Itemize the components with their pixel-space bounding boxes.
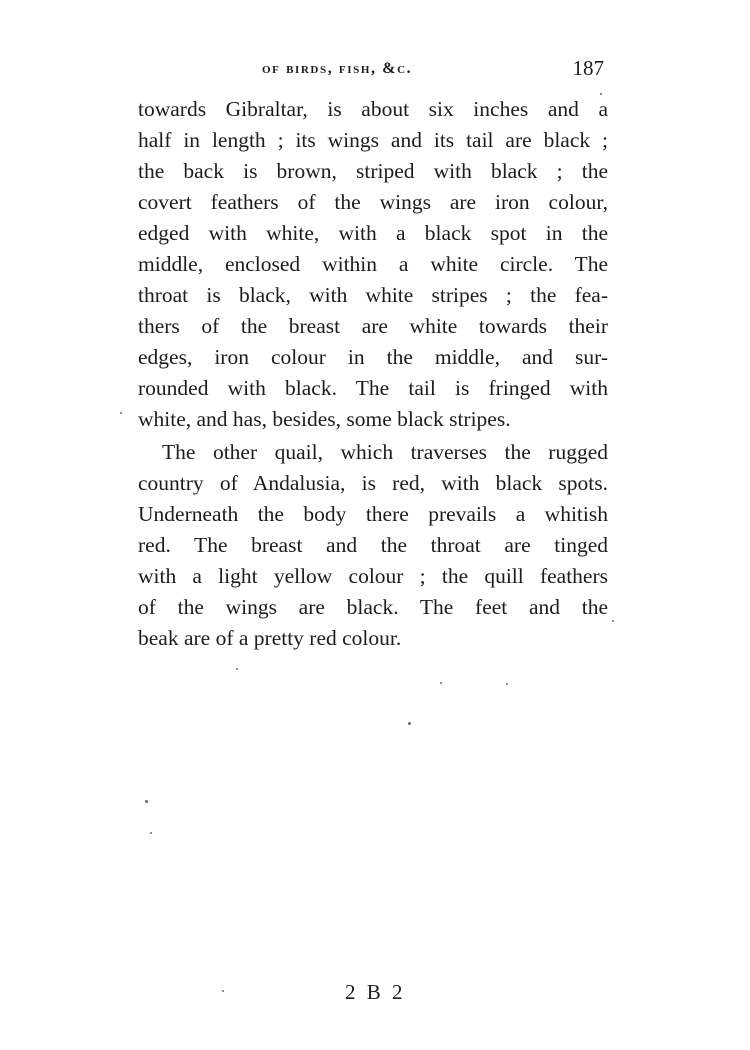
paper-speck — [440, 682, 442, 684]
text-line: white, and has, besides, some black stripes. — [138, 407, 511, 431]
paper-speck — [612, 620, 614, 622]
text-line: red. The breast and the throat are tinged — [138, 533, 608, 557]
signature-mark: 2 B 2 — [345, 980, 406, 1004]
text-line: towards Gibraltar, is about six inches and a — [138, 97, 608, 121]
text-line: covert feathers of the wings are iron colour, — [138, 190, 608, 214]
text-line: rounded with black. The tail is fringed with — [138, 376, 608, 400]
paper-speck — [408, 722, 411, 725]
paper-speck — [600, 93, 602, 95]
text-line: the back is brown, striped with black ; the — [138, 159, 608, 183]
paper-speck — [145, 800, 148, 803]
text-line: Underneath the body there prevails a whitish — [138, 502, 608, 526]
paper-speck — [222, 990, 224, 992]
text-line: country of Andalusia, is red, with black spots. — [138, 471, 608, 495]
text-line: edges, iron colour in the middle, and sur- — [138, 345, 608, 369]
text-line: edged with white, with a black spot in the — [138, 221, 608, 245]
paper-speck — [150, 832, 152, 834]
text-line: half in length ; its wings and its tail are black ; — [138, 128, 608, 152]
text-line: throat is black, with white stripes ; the fea- — [138, 283, 608, 307]
running-head — [138, 58, 608, 84]
running-title: of birds, fish, &c. — [262, 60, 413, 77]
paragraph-1 — [138, 94, 608, 435]
text-line: middle, enclosed within a white circle. The — [138, 252, 608, 276]
page-number: 187 — [572, 56, 604, 80]
text-line: thers of the breast are white towards their — [138, 314, 608, 338]
text-line: of the wings are black. The feet and the — [138, 595, 608, 619]
paragraph-2 — [138, 437, 608, 654]
text-line: The other quail, which traverses the rugged — [162, 440, 608, 464]
body-text — [138, 94, 608, 654]
paper-speck — [506, 683, 508, 685]
paper-speck — [120, 412, 122, 414]
text-line: beak are of a pretty red colour. — [138, 626, 402, 650]
paper-speck — [236, 668, 238, 670]
text-line: with a light yellow colour ; the quill feathers — [138, 564, 608, 588]
